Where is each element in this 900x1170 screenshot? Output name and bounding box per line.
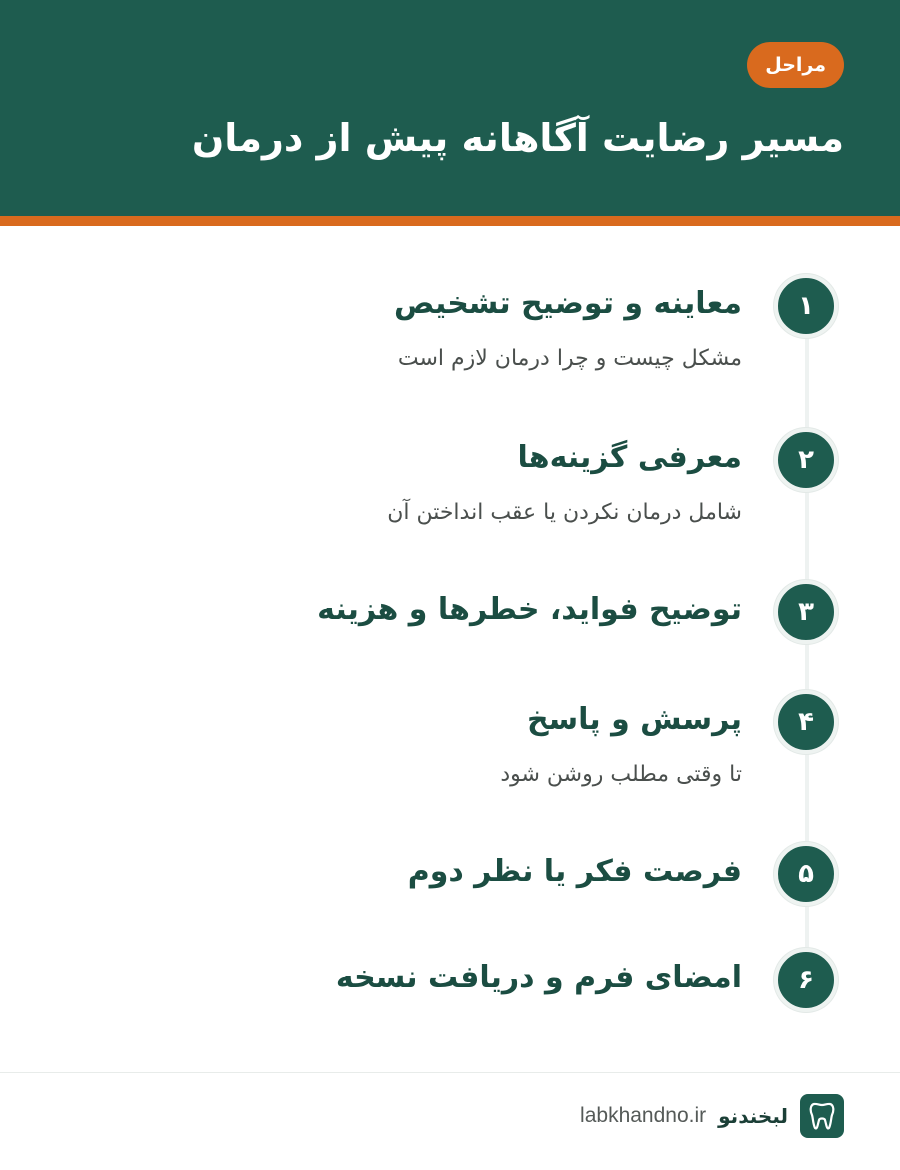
step-number-badge: ۲ <box>774 428 838 492</box>
step-title: پرسش و پاسخ <box>526 702 742 737</box>
step-title: توضیح فواید، خطرها و هزینه <box>317 592 742 627</box>
step-number-badge: ۴ <box>774 690 838 754</box>
step-title: معاینه و توضیح تشخیص <box>394 286 742 321</box>
page-title: مسیر رضایت آگاهانه پیش از درمان <box>191 116 844 160</box>
header-accent-bar <box>0 216 900 226</box>
step-number-badge: ۶ <box>774 948 838 1012</box>
page-header <box>0 0 900 216</box>
step-description: شامل درمان نکردن یا عقب انداختن آن <box>387 500 742 525</box>
step-number-badge: ۱ <box>774 274 838 338</box>
tooth-icon <box>800 1094 844 1138</box>
footer-divider <box>0 1072 900 1073</box>
footer <box>580 1094 844 1138</box>
step-number-badge: ۵ <box>774 842 838 906</box>
brand-name: لبخندنو <box>718 1104 788 1128</box>
site-url[interactable]: labkhandno.ir <box>580 1104 707 1127</box>
step-number-badge: ۳ <box>774 580 838 644</box>
step-description: مشکل چیست و چرا درمان لازم است <box>397 346 742 371</box>
step-title: معرفی گزینه‌ها <box>517 440 742 475</box>
step-title: امضای فرم و دریافت نسخه <box>335 960 742 995</box>
step-title: فرصت فکر یا نظر دوم <box>407 854 742 889</box>
section-badge: مراحل <box>747 42 844 88</box>
step-description: تا وقتی مطلب روشن شود <box>500 762 742 787</box>
